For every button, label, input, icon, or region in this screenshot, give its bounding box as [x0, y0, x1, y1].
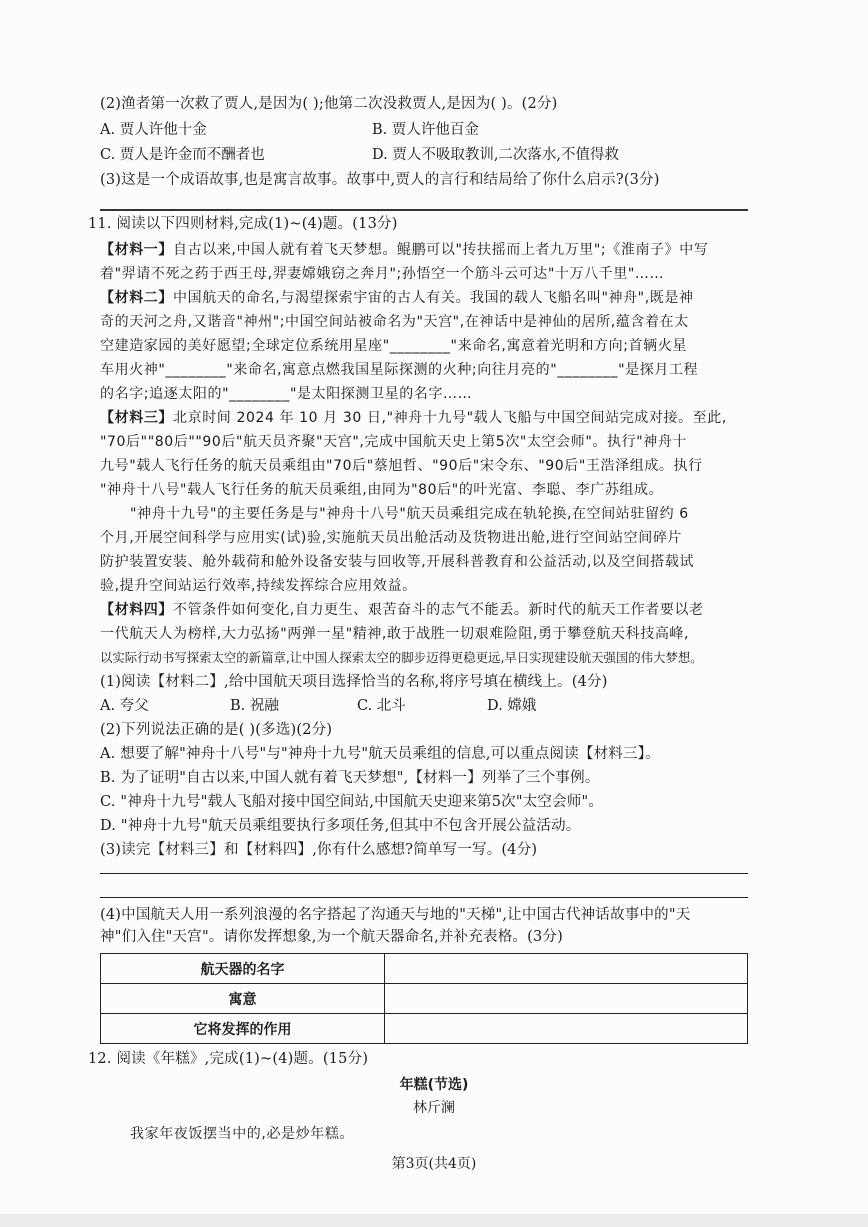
material-4-text: 不管条件如何变化,自力更生、艰苦奋斗的志气不能丢。新时代的航天工作者要以老 — [173, 602, 704, 618]
passage-author: 林斤澜 — [413, 1100, 455, 1116]
q12-heading: 12. 阅读《年糕》,完成(1)~(4)题。(15分) — [88, 1051, 369, 1067]
answer-line — [100, 873, 748, 874]
q11-sub2-option-d: D. "神舟十九号"航天员乘组要执行多项任务,但其中不包含开展公益活动。 — [100, 818, 581, 834]
material-2-line-5: 的名字;追逐太阳的"________"是太阳探测卫星的名字…… — [100, 386, 473, 402]
material-3-text: 北京时间 2024 年 10 月 30 日,"神舟十九号"载人飞船与中国空间站完成对接。至此, — [173, 410, 727, 426]
material-3-line-1 — [100, 408, 760, 428]
material-4-line-1 — [100, 600, 760, 620]
material-3-line-4: "神舟十八号"载人飞行任务的航天员乘组,由同为"80后"的叶光富、李聪、李广苏组成。 — [100, 482, 664, 498]
q11-sub2-option-b: B. 为了证明"自古以来,中国人就有着飞天梦想",【材料一】列举了三个事例。 — [100, 770, 600, 786]
material-4-line-2: 一代航天人为榜样,大力弘扬"两弹一星"精神,敢于战胜一切艰难险阻,勇于攀登航天科技高峰, — [100, 626, 690, 642]
q11-sub3: (3)读完【材料三】和【材料四】,你有什么感想?简单写一写。(4分) — [100, 842, 538, 858]
material-1-line-1 — [100, 240, 760, 260]
spacecraft-naming-table — [100, 953, 748, 1044]
material-1-tag: 【材料一】 — [100, 242, 173, 258]
table-label-meaning: 寓意 — [101, 984, 385, 1014]
table-label-function: 它将发挥的作用 — [101, 1014, 385, 1044]
q10-option-c: C. 贾人是许金而不酬者也 — [100, 147, 265, 163]
q11-sub4-line-2: 神"们入住"天宫"。请你发挥想象,为一个航天器命名,并补充表格。(3分) — [100, 929, 563, 945]
answer-line — [100, 897, 748, 898]
material-2-line-2: 奇的天河之舟,又谐音"神州";中国空间站被命名为"天宫",在神话中是神仙的居所,蕴含着在太 — [100, 314, 689, 330]
q11-sub1-option-a: A. 夸父 — [100, 698, 149, 714]
material-3-tag: 【材料三】 — [100, 410, 173, 426]
q10-option-d: D. 贾人不吸取教训,二次落水,不值得救 — [372, 147, 620, 163]
page-footer: 第3页(共4页) — [391, 1156, 477, 1172]
table-row — [101, 954, 748, 984]
passage-title: 年糕(节选) — [399, 1077, 469, 1093]
material-1-line-2: 着"羿请不死之药于西王母,羿妻嫦娥窃之奔月";孙悟空一个筋斗云可达"十万八千里"…… — [100, 266, 665, 282]
answer-line — [100, 209, 748, 211]
q11-heading: 11. 阅读以下四则材料,完成(1)~(4)题。(13分) — [88, 216, 398, 232]
material-3-line-7: 防护装置安装、舱外载荷和舱外设备安装与回收等,开展科普教育和公益活动,以及空间搭载试 — [100, 554, 695, 570]
table-row — [101, 984, 748, 1014]
material-2-text: 中国航天的命名,与渴望探索宇宙的古人有关。我国的载人飞船名叫"神舟",既是神 — [173, 290, 694, 306]
material-3-line-6: 个月,开展空间科学与应用实(试)验,实施航天员出舱活动及货物进出舱,进行空间站空间碎片 — [100, 530, 683, 546]
material-4-tag: 【材料四】 — [100, 602, 173, 618]
material-1-text: 自古以来,中国人就有着飞天梦想。鲲鹏可以"抟扶摇而上者九万里";《淮南子》中写 — [173, 242, 709, 258]
material-2-line-3: 空建造家园的美好愿望;全球定位系统用星座"________"来命名,寓意着光明和方向;首辆火星 — [100, 338, 687, 354]
material-4-line-3: 以实际行动书写探索太空的新篇章,让中国人探索太空的脚步迈得更稳更远,早日实现建设航天强国的伟大梦想。 — [100, 650, 703, 665]
answer-cell-function[interactable] — [385, 1014, 748, 1044]
material-2-tag: 【材料二】 — [100, 290, 173, 306]
material-3-line-3: 九号"载人飞行任务的航天员乘组由"70后"蔡旭哲、"90后"宋令东、"90后"王浩泽组成。执行 — [100, 458, 703, 474]
table-row — [101, 1014, 748, 1044]
answer-cell-name[interactable] — [385, 954, 748, 984]
q10-sub2: (2)渔者第一次救了贾人,是因为( );他第二次没救贾人,是因为( )。(2分) — [100, 96, 558, 112]
material-2-line-4: 车用火神"________"来命名,寓意点燃我国星际探测的火种;向往月亮的"________"是探月工程 — [100, 362, 699, 378]
q11-sub2-option-c: C. "神舟十九号"载人飞船对接中国空间站,中国航天史迎来第5次"太空会师"。 — [100, 794, 604, 810]
material-3-line-8: 验,提升空间站运行效率,持续发挥综合应用效益。 — [100, 578, 417, 594]
q11-sub1-option-b: B. 祝融 — [230, 698, 279, 714]
q10-sub3: (3)这是一个成语故事,也是寓言故事。故事中,贾人的言行和结局给了你什么启示?(3分) — [100, 172, 660, 188]
q11-sub1-option-d: D. 嫦娥 — [487, 698, 537, 714]
q10-option-b: B. 贾人许他百金 — [372, 122, 479, 138]
q10-option-a: A. 贾人许他十金 — [100, 122, 207, 138]
material-3-line-2: "70后""80后""90后"航天员齐聚"天宫",完成中国航天史上第5次"太空会师"。执行"神舟十 — [100, 434, 688, 450]
material-3-line-5: "神舟十九号"的主要任务是与"神舟十八号"航天员乘组完成在轨轮换,在空间站驻留约 6 — [130, 506, 689, 522]
q11-sub1-option-c: C. 北斗 — [357, 698, 406, 714]
q11-sub1: (1)阅读【材料二】,给中国航天项目选择恰当的名称,将序号填在横线上。(4分) — [100, 674, 608, 690]
q11-sub2: (2)下列说法正确的是( )(多选)(2分) — [100, 722, 333, 738]
q11-sub4-line-1: (4)中国航天人用一系列浪漫的名字搭起了沟通天与地的"天梯",让中国古代神话故事中的"天 — [100, 907, 691, 923]
q11-sub2-option-a: A. 想要了解"神舟十八号"与"神舟十九号"航天员乘组的信息,可以重点阅读【材料三】。 — [100, 746, 660, 762]
answer-cell-meaning[interactable] — [385, 984, 748, 1014]
passage-first-line: 我家年夜饭摆当中的,必是炒年糕。 — [130, 1126, 355, 1142]
material-2-line-1 — [100, 288, 760, 308]
table-label-name: 航天器的名字 — [101, 954, 385, 984]
scan-edge — [0, 1214, 868, 1227]
